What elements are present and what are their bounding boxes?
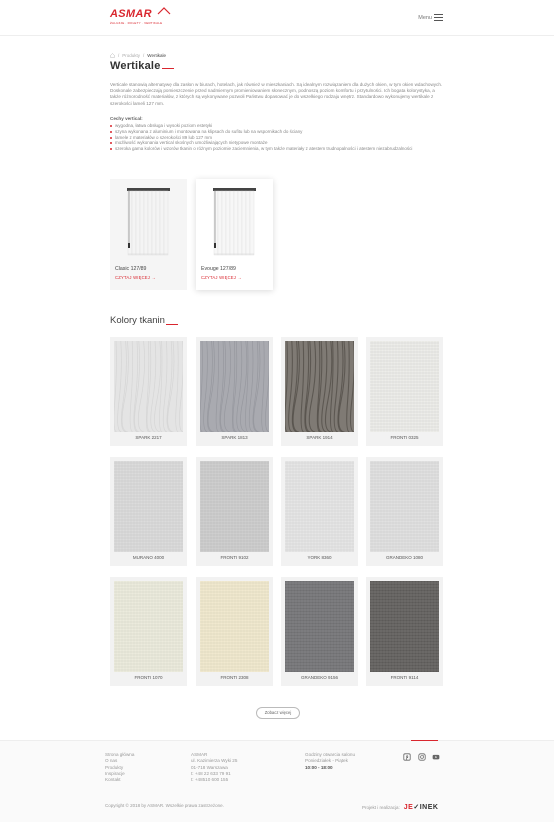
breadcrumb-separator: / — [118, 53, 120, 58]
footer-address — [191, 752, 237, 783]
show-more-button[interactable]: Zobacz więcej — [256, 707, 300, 719]
fabric-name: GRANDEKO 9156 — [300, 675, 338, 680]
footer-hours — [305, 752, 355, 771]
fabric-name: GRANDEKO 1080 — [385, 555, 423, 560]
read-more-link[interactable]: CZYTAJ WIĘCEJ → — [115, 275, 156, 280]
credit — [362, 803, 438, 811]
facebook-icon[interactable] — [403, 753, 411, 761]
fabric-tile[interactable] — [110, 457, 187, 566]
breadcrumb-item-current: Wertikale — [147, 53, 166, 58]
fabric-swatch — [285, 341, 354, 432]
logo-subtitle: ŻALUZJE · ROLETY · VERTIKALE — [110, 21, 163, 25]
home-icon[interactable] — [110, 53, 115, 58]
fabric-swatch — [285, 581, 354, 672]
feature-item: szyna wykonana z aluminium i montowana na klipsach do sufitu lub na wspornikach do ściany — [110, 129, 412, 135]
instagram-icon[interactable] — [418, 753, 426, 761]
product-card[interactable] — [196, 179, 273, 290]
feature-item: szeroka gama kolorów i wzorów tkanin o różnym poziomie zaciemnienia, w tym także materiały z atestem trudnopalności i atestem niezabrudzalności — [110, 146, 412, 152]
section-title-underline — [166, 324, 178, 325]
fabric-tile[interactable] — [196, 457, 273, 566]
credit-label: Projekt i realizacja: — [362, 804, 400, 810]
fabric-swatch — [114, 341, 183, 432]
vertical-blind-image — [124, 185, 173, 258]
fabric-swatch — [370, 581, 439, 672]
title-underline — [162, 68, 174, 69]
fabric-swatch — [370, 341, 439, 432]
fabric-tile[interactable] — [366, 457, 443, 566]
footer-link-inspirations[interactable]: Inspiracje — [105, 770, 125, 776]
product-name: Evouge 127/89 — [201, 266, 236, 272]
fabric-tile[interactable] — [281, 337, 358, 446]
fabric-tile[interactable] — [110, 337, 187, 446]
fabric-name: FRONTI 1070 — [134, 675, 163, 680]
footer-link-about[interactable]: O nas — [105, 758, 118, 764]
fabric-name: SPARK 1813 — [221, 435, 248, 440]
product-name: Clasic 127/89 — [115, 266, 147, 272]
feature-item: możliwość wykonania vertical skośnych umożliwiających nietypowe montaże — [110, 140, 412, 146]
feature-item: lamele z materiałów o szerokości 89 lub 127 mm — [110, 135, 412, 141]
fabric-name: SPARK 2217 — [135, 435, 162, 440]
fabric-name: FRONTI 9102 — [220, 555, 249, 560]
fabric-swatch — [114, 581, 183, 672]
logo[interactable] — [110, 9, 172, 27]
site-header — [0, 0, 554, 36]
youtube-icon[interactable] — [432, 753, 440, 761]
hours-days: Poniedziałek - Piątek — [305, 758, 348, 764]
fabric-name: FRONTI 9114 — [390, 675, 419, 680]
product-card[interactable] — [110, 179, 187, 290]
menu-label[interactable]: Menu — [418, 15, 432, 21]
footer-accent-line — [411, 740, 438, 741]
fabric-swatch — [370, 461, 439, 552]
fabrics-section-title: Kolory tkanin — [110, 315, 165, 326]
breadcrumb-item-products[interactable]: Produkty — [122, 53, 141, 58]
street: ul. Kazimierza Wyki 25 — [191, 758, 238, 764]
intro-text: Verticale stanowią alternatywę dla zasłon w biurach, hotelach, jak również w mieszkaniach. Są idealnym rozwiązaniem dla dużych okien, w tym okien wdachowych. Doskonale zabezpieczają pomieszczenie przed nadmiernym promieniowaniem słonecznym, podnoszą poziom komfortu i przytulności. Ich bogata kolorystyka, a także różnorodność materiałów, z których są wykonywane pozwoli Państwu dopasować je do wszelkiego rodzaju wnętrz. Standardowo wykonujemy wertikale z szerokości lameli 127 mm. — [110, 82, 443, 106]
footer-link-home[interactable]: Strona główna — [105, 752, 135, 757]
hours-title: Godziny otwarcia salonu — [305, 752, 356, 757]
fabric-swatch — [200, 581, 269, 672]
hamburger-icon[interactable] — [434, 14, 443, 21]
phone-1[interactable]: t: +48 22 633 79 91 — [191, 770, 231, 776]
vertical-blind-image — [210, 185, 259, 258]
footer-nav — [105, 752, 134, 783]
hours-time: 10:00 - 18:00 — [305, 764, 333, 770]
fabric-name: FRONTI 0325 — [390, 435, 419, 440]
fabric-swatch — [200, 461, 269, 552]
fabric-name: FRONTI 2308 — [220, 675, 249, 680]
house-roof-icon — [157, 7, 171, 15]
fabric-tile[interactable] — [110, 577, 187, 686]
fabric-tile[interactable] — [281, 577, 358, 686]
logo-text: ASMAR — [110, 8, 152, 20]
fabric-tile[interactable] — [196, 337, 273, 446]
features-list — [110, 123, 412, 152]
fabric-swatch — [114, 461, 183, 552]
fabric-swatch — [285, 461, 354, 552]
copyright: Copyright © 2018 by ASMAR. Wszelkie prawa zastrzeżone. — [105, 803, 224, 808]
site-footer — [0, 740, 554, 822]
page-title: Wertikale — [110, 60, 161, 72]
breadcrumb — [110, 53, 166, 58]
fabric-name: YORK 8360 — [307, 555, 332, 560]
fabric-tile[interactable] — [281, 457, 358, 566]
company-name: ASMAR — [191, 752, 208, 757]
feature-item: wygodna, łatwa obsługa i wysoki poziom estetyki — [110, 123, 412, 129]
city: 01-718 Warszawa — [191, 764, 228, 770]
fabric-name: MURANO 4000 — [132, 555, 165, 560]
phone-2[interactable]: t: +48510 600 155 — [191, 777, 229, 783]
agency-logo[interactable]: JE✓INEK — [403, 804, 439, 811]
fabric-swatch — [200, 341, 269, 432]
footer-link-contact[interactable]: Kontakt — [105, 777, 121, 783]
fabric-tile[interactable] — [366, 337, 443, 446]
read-more-link[interactable]: CZYTAJ WIĘCEJ → — [201, 275, 242, 280]
fabric-tile[interactable] — [196, 577, 273, 686]
fabric-tile[interactable] — [366, 577, 443, 686]
breadcrumb-separator: / — [143, 53, 145, 58]
fabric-name: SPARK 1914 — [306, 435, 333, 440]
features-title: Cechy vertical: — [110, 116, 143, 121]
footer-link-products[interactable]: Produkty — [105, 764, 124, 770]
